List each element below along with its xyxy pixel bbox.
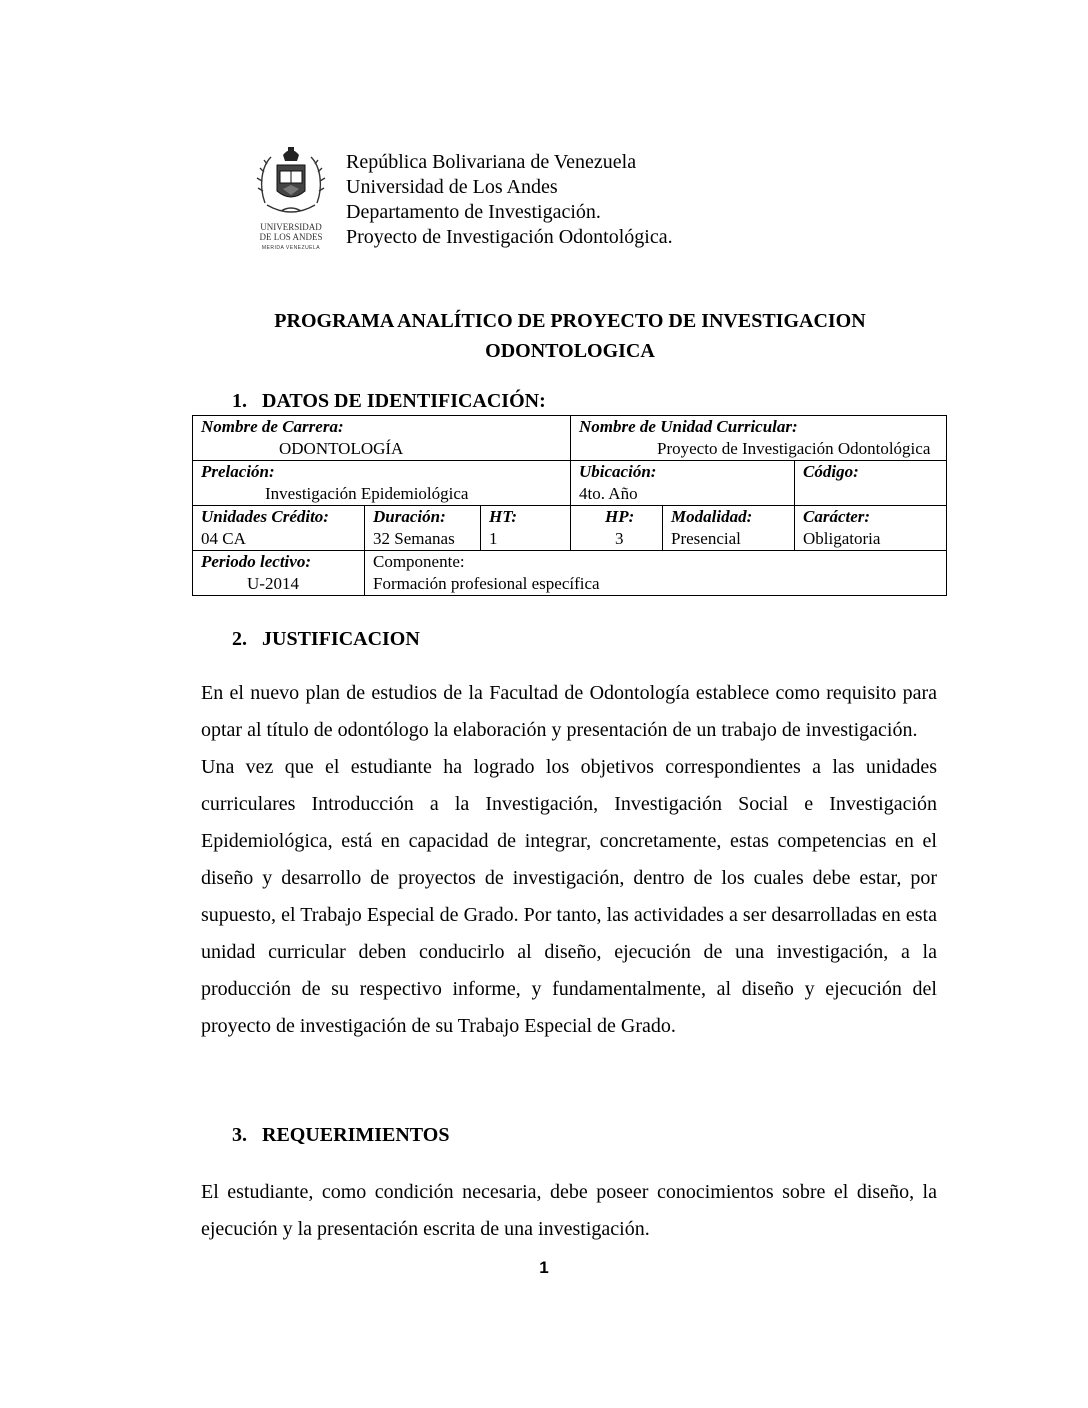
header-line-university: Universidad de Los Andes — [346, 176, 558, 198]
ht-label: HT: — [489, 507, 518, 526]
table-row — [193, 416, 947, 461]
section-1-number: 1. — [232, 390, 247, 412]
unidad-curricular-label: Nombre de Unidad Curricular: — [579, 417, 798, 436]
table-cell-hp — [571, 506, 663, 551]
logo-text-line3: MERIDA VENEZUELA — [261, 245, 321, 251]
table-cell-duracion — [365, 506, 481, 551]
componente-label: Componente: — [373, 552, 465, 571]
table-cell-codigo — [795, 461, 947, 506]
document-title — [190, 306, 950, 366]
prelacion-label: Prelación: — [201, 462, 275, 481]
section-3-title: REQUERIMIENTOS — [262, 1124, 450, 1146]
university-logo — [255, 145, 327, 257]
justification-paragraph-1: En el nuevo plan de estudios de la Facultad de Odontología establece como requisito para optar al título de odontólogo la elaboración y presentación de un trabajo de investigación. — [201, 682, 937, 741]
ubicacion-value: 4to. Año — [579, 484, 638, 503]
componente-value: Formación profesional específica — [373, 574, 600, 593]
table-cell-ht — [481, 506, 571, 551]
requirements-text — [201, 1174, 937, 1248]
table-cell-carrera — [193, 416, 571, 461]
table-cell-unidad-curricular — [571, 416, 947, 461]
periodo-lectivo-value: U-2014 — [247, 574, 299, 593]
table-row — [193, 506, 947, 551]
logo-text-line2: DE LOS ANDES — [259, 232, 323, 242]
modalidad-label: Modalidad: — [671, 507, 753, 526]
codigo-label: Código: — [803, 462, 859, 481]
caracter-label: Carácter: — [803, 507, 871, 526]
document-title-line2: ODONTOLOGICA — [485, 340, 655, 362]
duracion-value: 32 Semanas — [373, 529, 455, 548]
section-1-title: DATOS DE IDENTIFICACIÓN: — [262, 390, 546, 412]
periodo-lectivo-label: Periodo lectivo: — [201, 552, 311, 571]
document-title-line1: PROGRAMA ANALÍTICO DE PROYECTO DE INVESTIGACION — [274, 310, 866, 332]
page-number: 1 — [539, 1258, 549, 1277]
carrera-value: ODONTOLOGÍA — [279, 439, 404, 458]
section-2-heading — [232, 628, 420, 651]
section-1-heading — [232, 390, 546, 413]
institution-header — [346, 150, 673, 250]
ht-value: 1 — [489, 529, 498, 548]
table-cell-ubicacion — [571, 461, 795, 506]
hp-value: 3 — [615, 529, 624, 548]
section-2-number: 2. — [232, 628, 247, 650]
header-line-republic: República Bolivariana de Venezuela — [346, 151, 637, 173]
hp-label: HP: — [605, 507, 635, 526]
modalidad-value: Presencial — [671, 529, 741, 548]
justification-text — [201, 675, 937, 1045]
table-row — [193, 551, 947, 596]
table-row — [193, 461, 947, 506]
table-cell-caracter — [795, 506, 947, 551]
section-3-number: 3. — [232, 1124, 247, 1146]
carrera-label: Nombre de Carrera: — [201, 417, 344, 436]
section-3-heading — [232, 1124, 449, 1147]
unidades-credito-label: Unidades Crédito: — [201, 507, 329, 526]
table-cell-prelacion — [193, 461, 571, 506]
table-cell-periodo-lectivo — [193, 551, 365, 596]
header-line-project: Proyecto de Investigación Odontológica. — [346, 226, 673, 248]
section-2-title: JUSTIFICACION — [262, 628, 420, 650]
requirements-paragraph-1: El estudiante, como condición necesaria, debe poseer conocimientos sobre el diseño, la ejecución y la presentación escrita de una investigación. — [201, 1181, 937, 1240]
table-cell-modalidad — [663, 506, 795, 551]
prelacion-value: Investigación Epidemiológica — [265, 484, 469, 503]
table-cell-unidades-credito — [193, 506, 365, 551]
unidades-credito-value: 04 CA — [201, 529, 246, 548]
header-line-department: Departamento de Investigación. — [346, 201, 601, 223]
unidad-curricular-value: Proyecto de Investigación Odontológica — [657, 439, 931, 458]
duracion-label: Duración: — [373, 507, 446, 526]
ubicacion-label: Ubicación: — [579, 462, 657, 481]
justification-paragraph-2: Una vez que el estudiante ha logrado los objetivos correspondientes a las unidades curriculares Introducción a la Investigación, Investigación Social e Investigación Epidemiológica, está en capacidad de integrar, concretamente, estas competencias en el diseño y desarrollo de proyectos de investigación, dentro de los cuales debe estar, por supuesto, el Trabajo Especial de Grado. Por tanto, las actividades a ser desarrolladas en esta unidad curricular deben conducirlo al diseño, ejecución de una investigación, a la producción de su respectivo informe, y fundamentalmente, al diseño y ejecución del proyecto de investigación de su Trabajo Especial de Grado. — [201, 756, 937, 1037]
logo-text-line1: UNIVERSIDAD — [260, 222, 322, 232]
caracter-value: Obligatoria — [803, 529, 881, 548]
identification-table — [192, 415, 947, 596]
table-cell-componente — [365, 551, 947, 596]
